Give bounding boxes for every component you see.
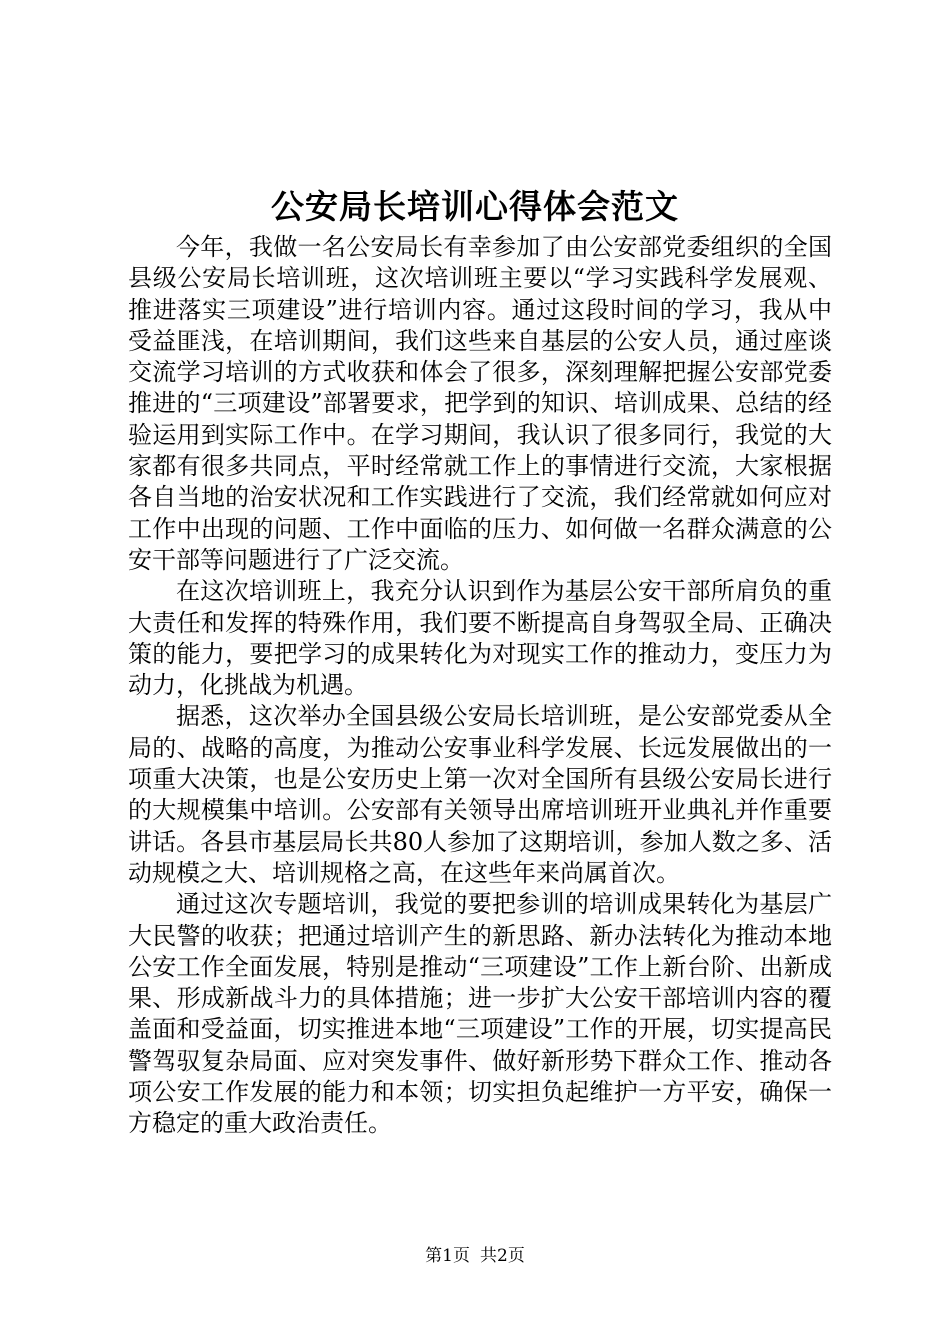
paragraph-3: 据悉，这次举办全国县级公安局长培训班，是公安部党委从全局的、战略的高度，为推动公安事业科学发展、长远发展做出的一项重大决策，也是公安历史上第一次对全国所有县级公安局长进行的大规模集中培训。公安部有关领导出席培训班开业典礼并作重要讲话。各县市基层局长共80人参加了这期培训，参加人数之多、活动规模之大、培训规格之高，在这些年来尚属首次。 [128,702,832,887]
paragraph-1: 今年，我做一名公安局长有幸参加了由公安部党委组织的全国县级公安局长培训班，这次培训班主要以“学习实践科学发展观、推进落实三项建设”进行培训内容。通过这段时间的学习，我从中受益匪浅，在培训期间，我们这些来自基层的公安人员，通过座谈交流学习培训的方式收获和体会了很多，深刻理解把握公安部党委推进的“三项建设”部署要求，把学到的知识、培训成果、总结的经验运用到实际工作中。在学习期间，我认识了很多同行，我觉的大家都有很多共同点，平时经常就工作上的事情进行交流，大家根据各自当地的治安状况和工作实践进行了交流，我们经常就如何应对工作中出现的问题、工作中面临的压力、如何做一名群众满意的公安干部等问题进行了广泛交流。 [128,233,832,574]
page-footer [0,1244,950,1268]
document-title: 公安局长培训心得体会范文 [271,187,679,226]
page-number-current: 第1页 [425,1246,470,1266]
paragraph-2: 在这次培训班上，我充分认识到作为基层公安干部所肩负的重大责任和发挥的特殊作用，我们要不断提高自身驾驭全局、正确决策的能力，要把学习的成果转化为对现实工作的推动力，变压力为动力，化挑战为机遇。 [128,577,832,700]
paragraph-4: 通过这次专题培训，我觉的要把参训的培训成果转化为基层广大民警的收获；把通过培训产生的新思路、新办法转化为推动本地公安工作全面发展，特别是推动“三项建设”工作上新台阶、出新成果、形成新战斗力的具体措施；进一步扩大公安干部培训内容的覆盖面和受益面，切实推进本地“三项建设”工作的开展，切实提高民警驾驭复杂局面、应对突发事件、做好新形势下群众工作、推动各项公安工作发展的能力和本领；切实担负起维护一方平安，确保一方稳定的重大政治责任。 [128,890,832,1138]
page-number-total: 共2页 [480,1246,525,1266]
document-body [128,232,832,1140]
